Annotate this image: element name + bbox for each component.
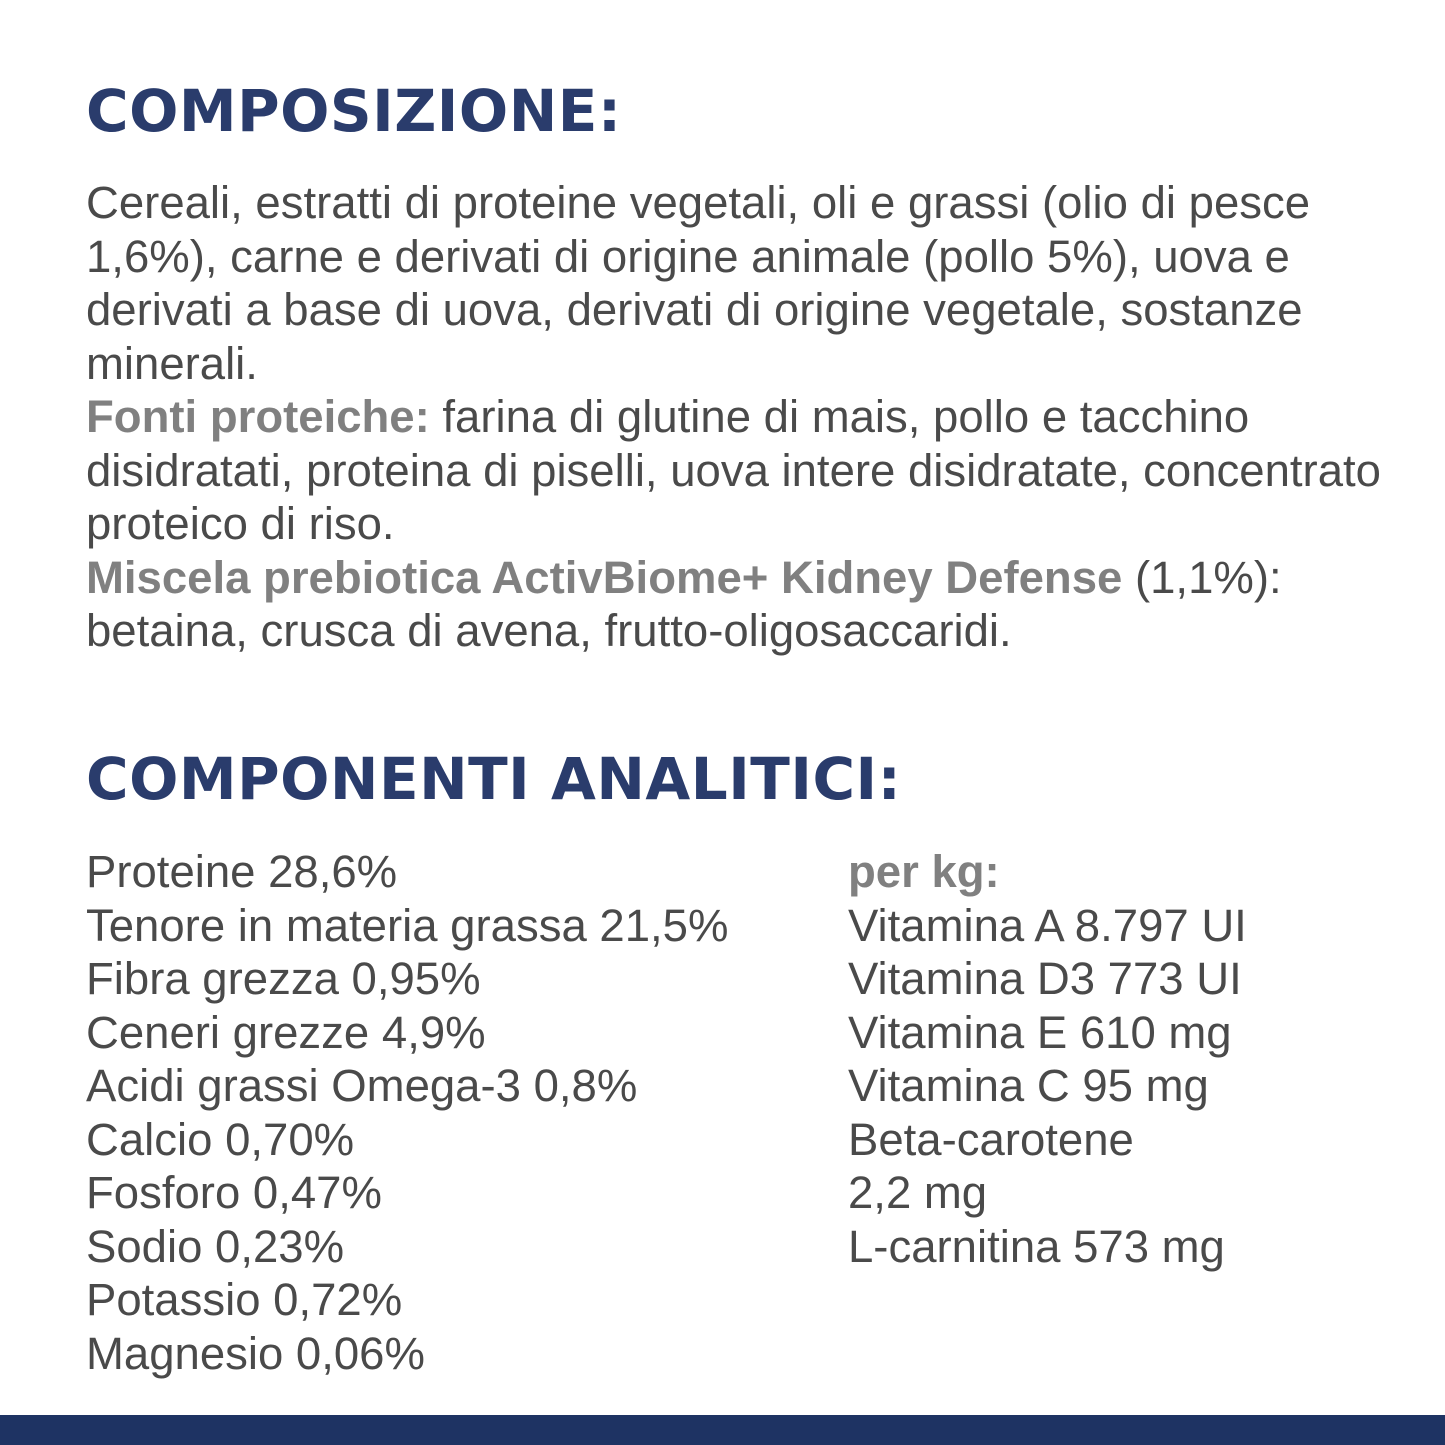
- composition-text: [86, 176, 1386, 658]
- list-item: Beta-carotene: [848, 1113, 1134, 1165]
- list-item: Magnesio 0,06%: [86, 1327, 425, 1379]
- per-kg-label: per kg:: [848, 846, 1000, 897]
- list-item: Vitamina E 610 mg: [848, 1006, 1232, 1058]
- list-item: Vitamina C 95 mg: [848, 1060, 1209, 1111]
- list-item: Vitamina A 8.797 UI: [848, 899, 1247, 951]
- list-item: Tenore in materia grassa 21,5%: [86, 899, 729, 951]
- list-item: L-carnitina 573 mg: [848, 1220, 1225, 1272]
- analytical-heading: COMPONENTI ANALITICI:: [86, 745, 902, 813]
- list-item: Acidi grassi Omega-3 0,8%: [86, 1060, 638, 1111]
- list-item: Ceneri grezze 4,9%: [86, 1006, 486, 1058]
- list-item: Potassio 0,72%: [86, 1274, 403, 1325]
- analytical-list-right: [848, 845, 1247, 1273]
- ingredients-text: Cereali, estratti di proteine vegetali, oli e grassi (olio di pesce 1,6%), carne e derivati di origine animale (pollo 5%), uova e derivati a base di uova, derivati di origine vegetale, sostanze minerali.: [86, 177, 1311, 389]
- protein-sources-paragraph: [86, 390, 1386, 551]
- prebiotic-label: Miscela prebiotica ActivBiome+ Kidney Defense: [86, 551, 1123, 603]
- list-item: Proteine 28,6%: [86, 846, 398, 897]
- bottom-bar: [0, 1415, 1445, 1445]
- prebiotic-paragraph: [86, 551, 1386, 658]
- protein-sources-text: farina di glutine di mais, pollo e tacchino disidratati, proteina di piselli, uova intere disidratate, concentrato proteico di riso.: [86, 391, 1381, 549]
- list-item: Calcio 0,70%: [86, 1113, 355, 1165]
- composition-heading: COMPOSIZIONE:: [86, 77, 622, 145]
- list-item: Vitamina D3 773 UI: [848, 953, 1242, 1004]
- list-item: Sodio 0,23%: [86, 1220, 345, 1272]
- list-item: 2,2 mg: [848, 1167, 988, 1218]
- prebiotic-text: (1,1%): betaina, crusca di avena, frutto-oligosaccaridi.: [86, 551, 1282, 656]
- list-item: Fibra grezza 0,95%: [86, 953, 481, 1004]
- ingredients-paragraph: [86, 176, 1386, 390]
- list-item: Fosforo 0,47%: [86, 1167, 382, 1218]
- analytical-list-left: [86, 845, 728, 1380]
- protein-sources-label: Fonti proteiche:: [86, 391, 430, 442]
